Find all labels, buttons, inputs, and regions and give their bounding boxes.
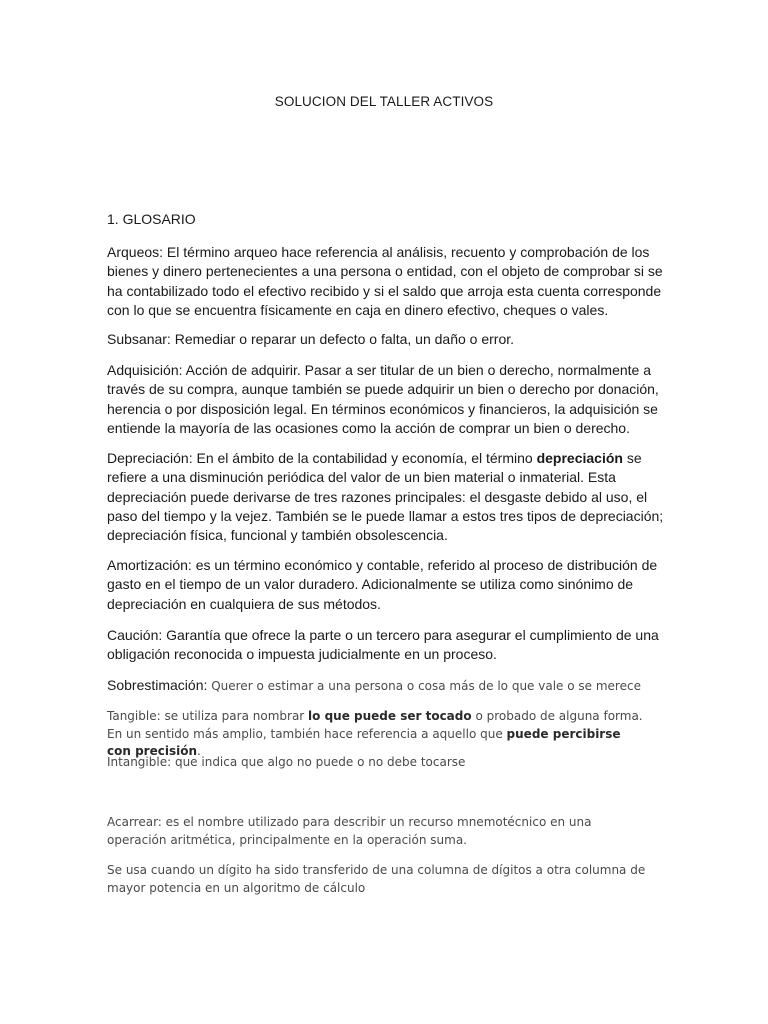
term-definition-part: . — [197, 744, 201, 758]
term-label: Adquisición: — [107, 362, 183, 378]
term-definition-part: En el ámbito de la contabilidad y economía, el término — [192, 450, 537, 466]
term-definition-part: se refiere a una disminución periódica del valor de un bien material o inmaterial. Esta depreciación puede derivarse de tres razones principales: el desgaste debido al uso, el paso del tiempo y la vejez. También se le puede llamar a estos tres tipos de depreciación; depreciación física, funcional y también obsolescencia. — [107, 450, 664, 544]
term-definition: es el nombre utilizado para describir un recurso mnemotécnico en una operación aritmética, principalmente en la operación suma. — [107, 815, 592, 847]
glossary-entry-tangible — [107, 708, 647, 761]
term-label: Subsanar: — [107, 331, 171, 347]
term-definition: es un término económico y contable, referido al proceso de distribución de gasto en el tiempo de un valor duradero. Adicionalmente se utiliza como sinónimo de depreciación en cualquiera de sus métodos. — [107, 557, 658, 612]
glossary-entry-depreciacion — [107, 449, 667, 545]
term-definition: Remediar o reparar un defecto o falta, un daño o error. — [170, 331, 515, 347]
glossary-entry-arqueos — [107, 243, 667, 320]
term-label: Depreciación: — [107, 450, 193, 466]
bold-term: depreciación — [536, 450, 623, 466]
term-definition-part: se utiliza para nombrar — [160, 709, 309, 723]
term-definition: Querer o estimar a una persona o cosa más de lo que vale o se merece — [207, 679, 641, 693]
glossary-entry-subsanar — [107, 330, 667, 349]
glossary-entry-sobrestimacion — [107, 676, 667, 696]
term-label: Amortización: — [107, 557, 192, 573]
term-definition-part: o probado de alguna forma. En un sentido más amplio, también hace referencia a aquello que — [107, 709, 643, 741]
bold-phrase: puede percibirse con precisión — [107, 726, 621, 758]
term-label: Intangible: — [107, 755, 172, 769]
term-definition: que indica que algo no puede o no debe tocarse — [171, 755, 466, 769]
term-label: Arqueos: — [107, 244, 164, 260]
section-heading: 1. GLOSARIO — [107, 211, 196, 227]
paragraph-se-usa: Se usa cuando un dígito ha sido transferido de una columna de dígitos a otra columna de mayor potencia en un algoritmo de cálculo — [107, 863, 646, 895]
term-label: Caución: — [107, 627, 163, 643]
glossary-entry-amortizacion — [107, 556, 667, 614]
term-label: Sobrestimación: — [107, 677, 208, 693]
term-definition: El término arqueo hace referencia al análisis, recuento y comprobación de los bienes y dinero pertenecientes a una persona o entidad, con el objeto de comprobar si se ha contabilizado todo el efectivo recibido y si el saldo que arroja esta cuenta corresponde con lo que se encuentra físicamente en caja en dinero efectivo, cheques o vales. — [107, 244, 663, 318]
glossary-entry-acarrear — [107, 814, 647, 849]
document-title: SOLUCION DEL TALLER ACTIVOS — [274, 94, 494, 109]
glossary-entry-intangible — [107, 754, 647, 772]
term-label: Acarrear: — [107, 815, 162, 829]
term-definition: Acción de adquirir. Pasar a ser titular de un bien o derecho, normalmente a través de su compra, aunque también se puede adquirir un bien o derecho por donación, herencia o por disposición legal. En términos económicos y financieros, la adquisición se entiende la mayoría de las ocasiones como la acción de comprar un bien o derecho. — [107, 362, 659, 436]
bold-phrase: lo que puede ser tocado — [308, 709, 472, 723]
glossary-entry-adquisicion — [107, 361, 667, 438]
term-label: Tangible: — [107, 709, 161, 723]
glossary-entry-caucion — [107, 626, 667, 665]
term-definition: Garantía que ofrece la parte o un tercero para asegurar el cumplimiento de una obligación reconocida o impuesta judicialmente en un proceso. — [107, 627, 659, 663]
